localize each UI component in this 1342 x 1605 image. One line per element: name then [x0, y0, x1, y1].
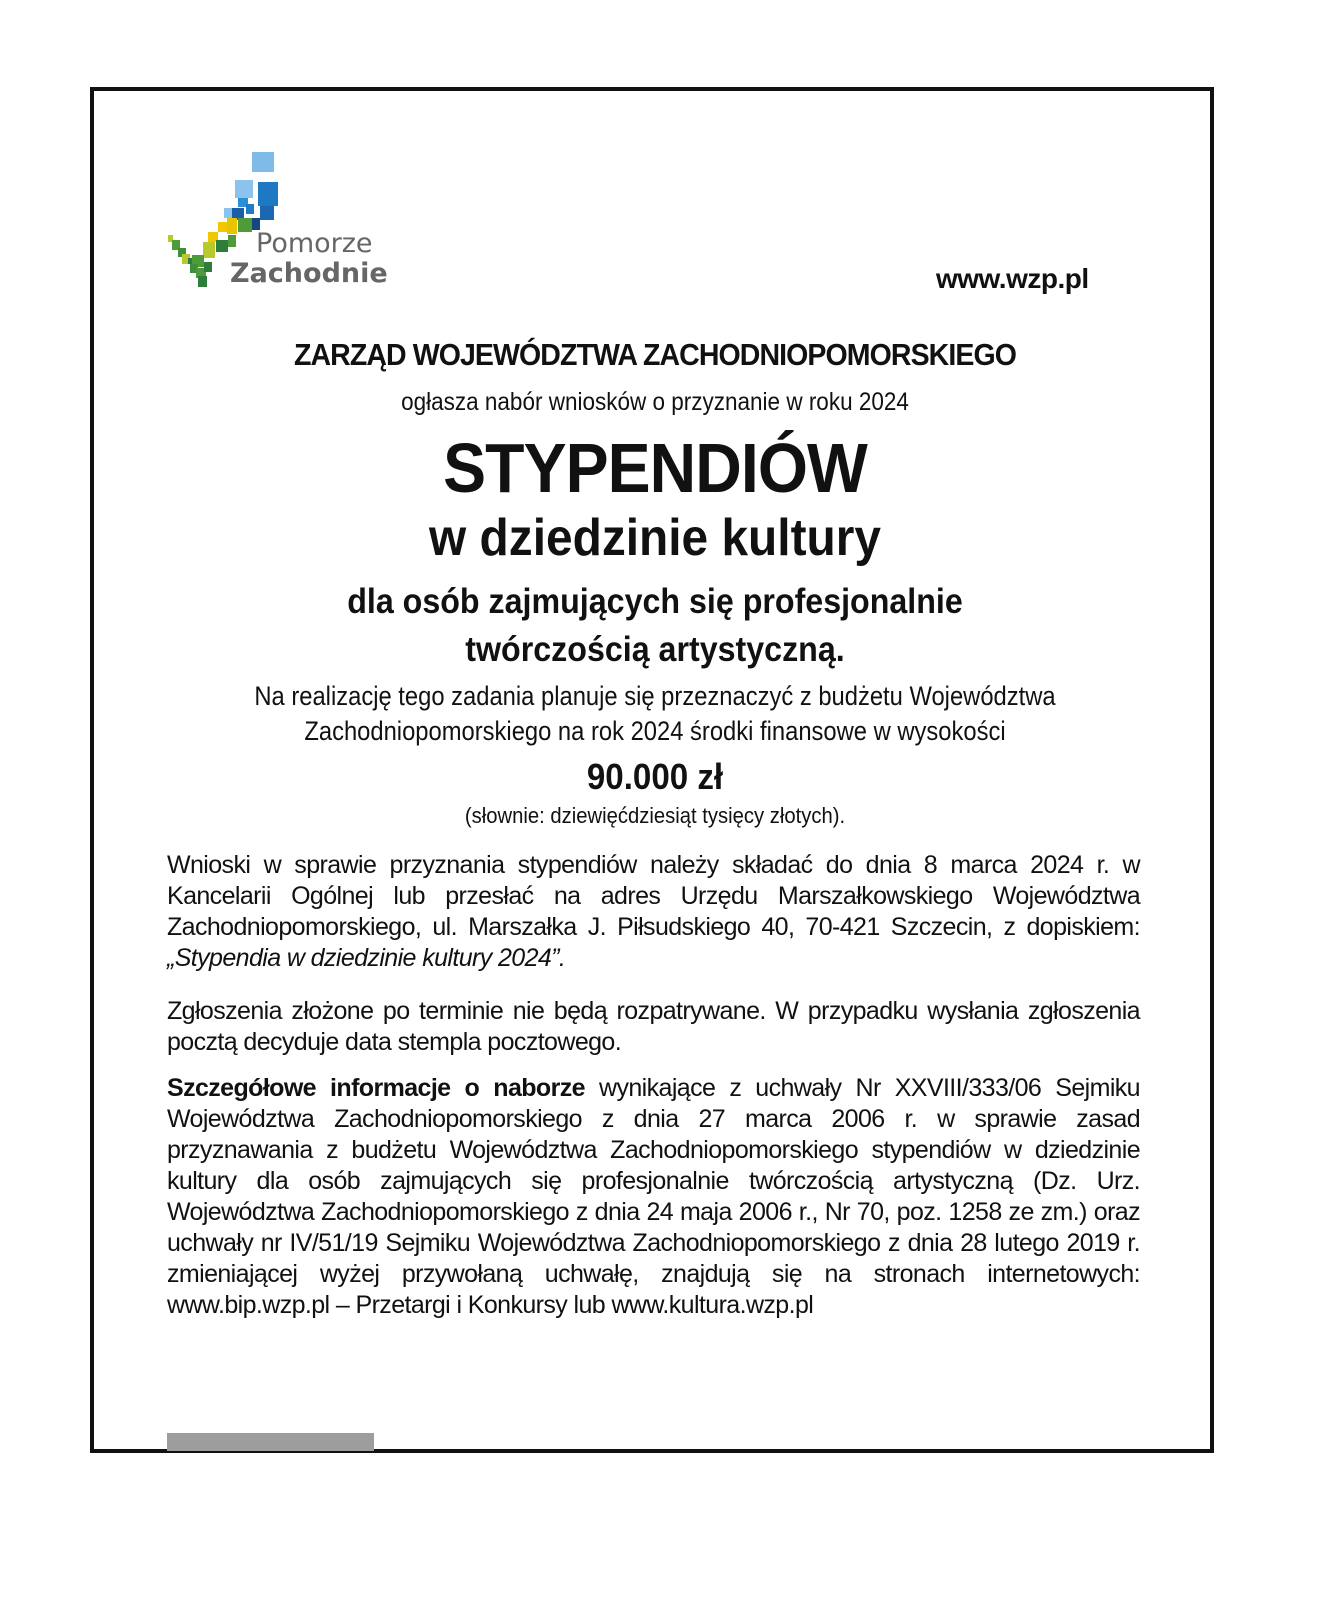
budget-amount-words: (słownie: dziewięćdziesiąt tysięcy złotych).: [464, 803, 846, 828]
details-text: wynikające z uchwały Nr XXVIII/333/06 Sejmiku Województwa Zachodniopomorskiego z dnia 27 marca 2006 r. w sprawie zasad przyznawania z budżetu Województwa Zachodniopomorskiego stypendiów w dziedzinie kultury dla osób zajmujących się profesjonalnie twórczością artystyczną (Dz. Urz. Województwa Zachodniopomorskiego z dnia 24 maja 2006 r., Nr 70, poz. 1258 ze zm.) oraz uchwały nr IV/51/19 Sejmiku Województwa Zachodniopomorskiego z dnia 28 lutego 2019 r. zmieniającej wyżej przywołaną uchwałę, znajdują się na stronach internetowych: www.bip.wzp.pl – Przetargi i Konkursy lub www.kultura.wzp.pl: [167, 1074, 1140, 1319]
details-paragraph: [167, 1073, 1140, 1321]
submission-note: „Stypendia w dziedzinie kultury 2024”.: [167, 944, 566, 972]
submission-text: Wnioski w sprawie przyznania stypendiów należy składać do dnia 8 marca 2024 r. w Kancelarii Ogólnej lub przesłać na adres Urzędu Marszałkowskiego Województwa Zachodniopomorskiego, ul. Marszałka J. Piłsudskiego 40, 70-421 Szczecin, z dopiskiem:: [167, 851, 1140, 941]
target-group-line-2: twórczością artystyczną.: [465, 630, 845, 669]
details-lead: Szczegółowe informacje o naborze: [167, 1074, 585, 1102]
footer-gray-bar: [167, 1433, 374, 1451]
website-link[interactable]: www.wzp.pl: [936, 263, 1089, 294]
logo-text-zachodnie: Zachodnie: [230, 258, 388, 289]
main-title: STYPENDIÓW: [443, 429, 867, 507]
target-group: [200, 578, 1111, 674]
subtitle: w dziedzinie kultury: [429, 509, 881, 567]
budget-line-2: Zachodniopomorskiego na rok 2024 środki finansowe w wysokości: [304, 716, 1006, 746]
logo-text-pomorze: Pomorze: [256, 228, 373, 259]
announcement-intro: ogłasza nabór wniosków o przyznanie w roku 2024: [401, 388, 909, 416]
deadline-paragraph: Zgłoszenia złożone po terminie nie będą rozpatrywane. W przypadku wysłania zgłoszenia pocztą decyduje data stempla pocztowego.: [167, 997, 1140, 1056]
budget-amount: 90.000 zł: [586, 756, 724, 797]
budget-statement: [219, 679, 1090, 749]
submission-paragraph: [167, 850, 1140, 974]
issuer-heading: ZARZĄD WOJEWÓDZTWA ZACHODNIOPOMORSKIEGO: [294, 337, 1016, 372]
target-group-line-1: dla osób zajmujących się profesjonalnie: [347, 582, 963, 621]
budget-line-1: Na realizację tego zadania planuje się przeznaczyć z budżetu Województwa: [254, 681, 1056, 711]
